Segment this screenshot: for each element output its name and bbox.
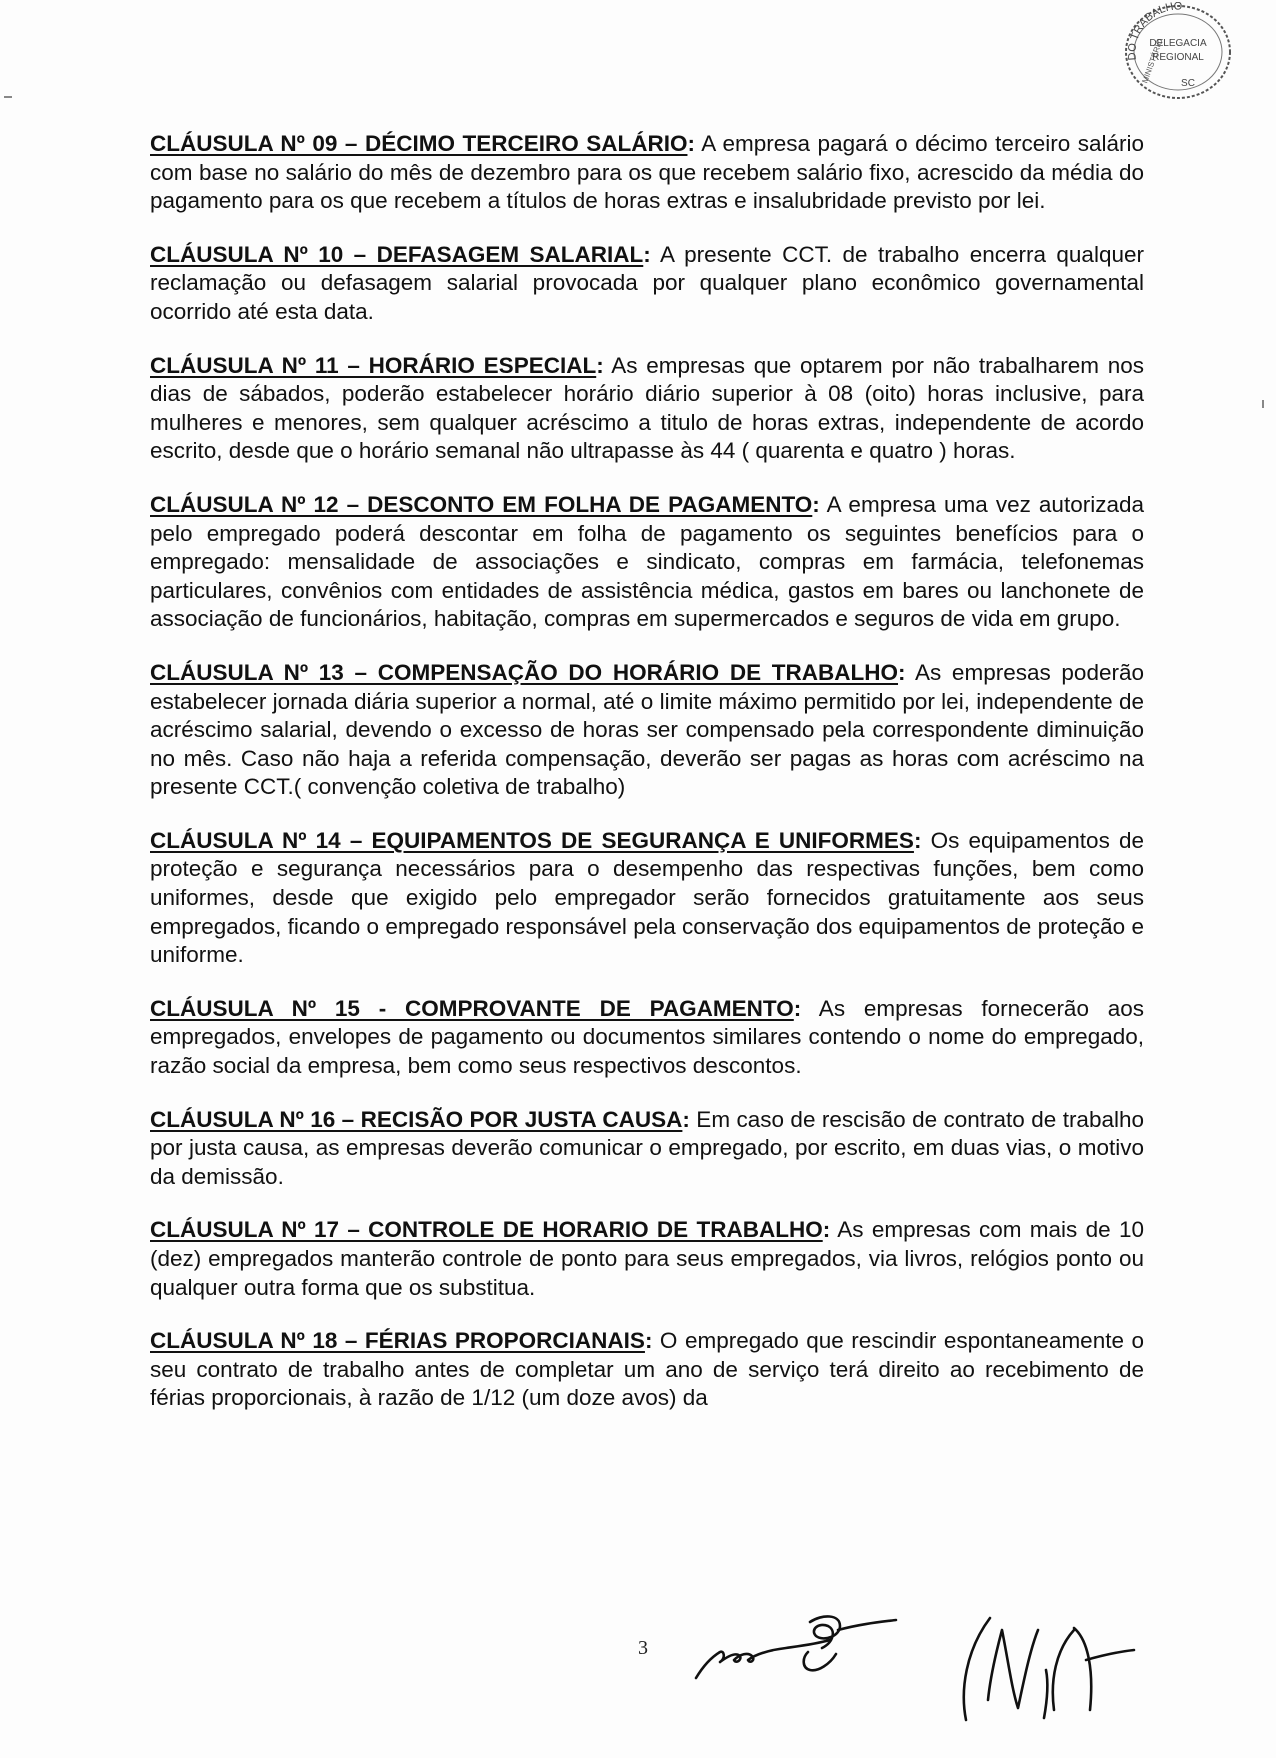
signature-mark [804,1652,836,1670]
clause-body: As empresas fornecerão aos empregados, envelopes de pagamento ou documentos similares contendo o nome do empregado, razão social da empresa, bem como seus respectivos descontos. [150,995,1145,1079]
clause-heading: CLÁUSULA Nº 13 – COMPENSAÇÃO DO HORÁRIO DE TRABALHO [150,659,899,685]
signature-mark [838,1620,896,1630]
clause-colon: : [822,1217,831,1243]
clause-14 [150,827,1144,970]
signature-mark [696,1640,830,1678]
clause-16 [150,1106,1144,1192]
clause-heading: CLÁUSULA Nº 18 – FÉRIAS PROPORCIANAIS [150,1328,645,1354]
official-stamp [1118,2,1236,102]
clause-body: A empresa uma vez autorizada pelo empregado poderá descontar em folha de pagamento os seguintes benefícios para o empregado: mensalidade de associações e sindicato, compras em farmácia, telefonemas particulares, convênios com entidades de assistência médica, gastos em bares ou lanchonete de associação de funcionários, habitação, compras em supermercados e seguros de vida em grupo. [150,491,1144,632]
clause-colon: : [644,1328,653,1354]
clause-heading: CLÁUSULA Nº 14 – EQUIPAMENTOS DE SEGURANÇA E UNIFORMES [150,827,914,853]
clause-body: O empregado que rescindir espontaneamente o seu contrato de trabalho antes de completar um ano de serviço terá direito ao recebimento de férias proporcionais, à razão de 1/12 (um doze avos) da [150,1328,1144,1411]
stamp-line-3: SC [1181,78,1195,89]
signature-mark [1074,1628,1091,1710]
clause-heading: CLÁUSULA Nº 09 – DÉCIMO TERCEIRO SALÁRIO [150,131,688,156]
clause-11 [150,352,1144,466]
clauses-section [150,130,1144,1438]
clause-body: Em caso de rescisão de contrato de trabalho por justa causa, as empresas deverão comunicar o empregado, por escrito, em duas vias, o motivo da demissão. [150,1106,1144,1189]
stamp-text-top: DO TRABALHO [1126,2,1183,61]
clause-colon: : [687,131,695,156]
clause-09 [150,130,1144,216]
clause-body: As empresas poderão estabelecer jornada diária superior a normal, até o limite máximo permitido por lei, independente de acréscimo salarial, devendo o excesso de horas ser compensado pela correspondente diminuição no mês. Caso não haja a referida compensação, deverão ser pagas as horas com acréscimo na presente CCT.( convenção coletiva de trabalho) [150,659,1144,800]
clause-colon: : [812,491,820,517]
clause-17 [150,1216,1144,1302]
page-number: 3 [638,1637,648,1659]
clause-heading: CLÁUSULA Nº 10 – DEFASAGEM SALARIAL [150,241,644,267]
clause-12 [150,491,1144,634]
signature-mark [1053,1630,1074,1710]
signatures [690,1600,1160,1750]
clause-colon: : [596,352,604,378]
signature-mark [964,1618,990,1720]
stamp-line-1: DELEGACIA [1149,38,1207,49]
clause-body: A presente CCT. de trabalho encerra qualquer reclamação ou defasagem salarial provocada por qualquer plano econômico governamental ocorrido até esta data. [150,241,1144,324]
signature-mark [988,1630,1038,1708]
clause-body: As empresas que optarem por não trabalharem nos dias de sábados, poderão estabelecer horário diário superior à 08 (oito) horas inclusive, para mulheres e menores, sem qualquer acréscimo a titulo de horas extras, independente de acordo escrito, desde que o horário semanal não ultrapasse às 44 ( quarenta e quatro ) horas. [150,352,1144,464]
stamp-text-left: MINISTÉRIO [1140,37,1165,85]
clause-15 [150,995,1144,1081]
clause-colon: : [643,241,651,267]
clause-10 [150,241,1144,327]
signature-mark [1044,1670,1047,1718]
clause-heading: CLÁUSULA Nº 11 – HORÁRIO ESPECIAL [150,352,597,378]
clause-colon: : [793,995,802,1021]
stamp-line-2: REGIONAL [1152,52,1204,63]
clause-colon: : [682,1106,690,1132]
clause-18 [150,1327,1144,1413]
clause-heading: CLÁUSULA Nº 17 – CONTROLE DE HORARIO DE TRABALHO [150,1217,823,1243]
clause-body: As empresas com mais de 10 (dez) empregados manterão controle de ponto para seus empregados, via livros, relógios ponto ou qualquer outra forma que os substitua. [150,1217,1144,1300]
clause-13 [150,659,1144,802]
clause-body: Os equipamentos de proteção e segurança necessários para o desempenho das respectivas funções, bem como uniformes, desde que exigido pelo empregador serão fornecidos gratuitamente aos seus empregados, ficando o empregado responsável pela conservação dos equipamentos de proteção e uniforme. [150,827,1144,968]
clause-body: A empresa pagará o décimo terceiro salário com base no salário do mês de dezembro para os que recebem salário fixo, acrescido da média do pagamento para os que recebem a títulos de horas extras e insalubridade previsto por lei. [150,131,1144,214]
scan-margin-mark [4,96,12,98]
clause-heading: CLÁUSULA Nº 15 - COMPROVANTE DE PAGAMENTO [150,995,794,1021]
clause-heading: CLÁUSULA Nº 12 – DESCONTO EM FOLHA DE PAGAMENTO [150,491,813,517]
clause-heading: CLÁUSULA Nº 16 – RECISÃO POR JUSTA CAUSA [150,1106,683,1132]
clause-colon: : [913,827,922,853]
scan-margin-mark [1262,400,1264,408]
signature-mark [1086,1650,1134,1660]
clause-colon: : [898,659,906,685]
